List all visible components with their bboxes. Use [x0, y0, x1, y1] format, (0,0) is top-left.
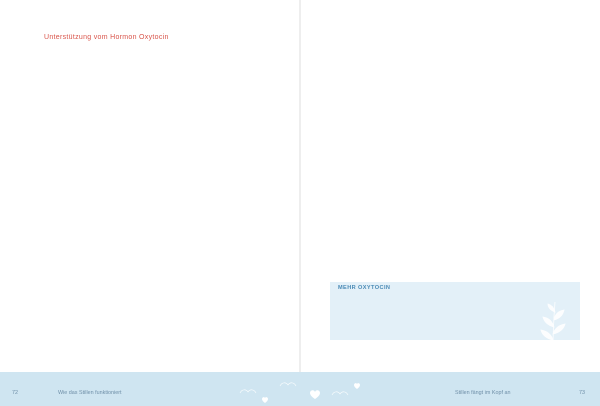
right-page-number: 73 — [579, 390, 585, 396]
heart-icon — [262, 383, 360, 403]
right-page — [301, 0, 600, 372]
info-box-title: MEHR OXYTOCIN — [338, 285, 391, 291]
left-running-title: Wie das Stillen funktioniert — [58, 390, 122, 396]
left-page — [0, 0, 299, 372]
left-page-number: 72 — [12, 390, 18, 396]
leaf-branch-icon — [533, 300, 573, 350]
footer-band — [0, 372, 600, 406]
section-heading: Unterstützung vom Hormon Oxytocin — [44, 34, 169, 41]
bird-icon — [232, 377, 367, 405]
right-running-title: Stillen fängt im Kopf an — [455, 390, 511, 396]
